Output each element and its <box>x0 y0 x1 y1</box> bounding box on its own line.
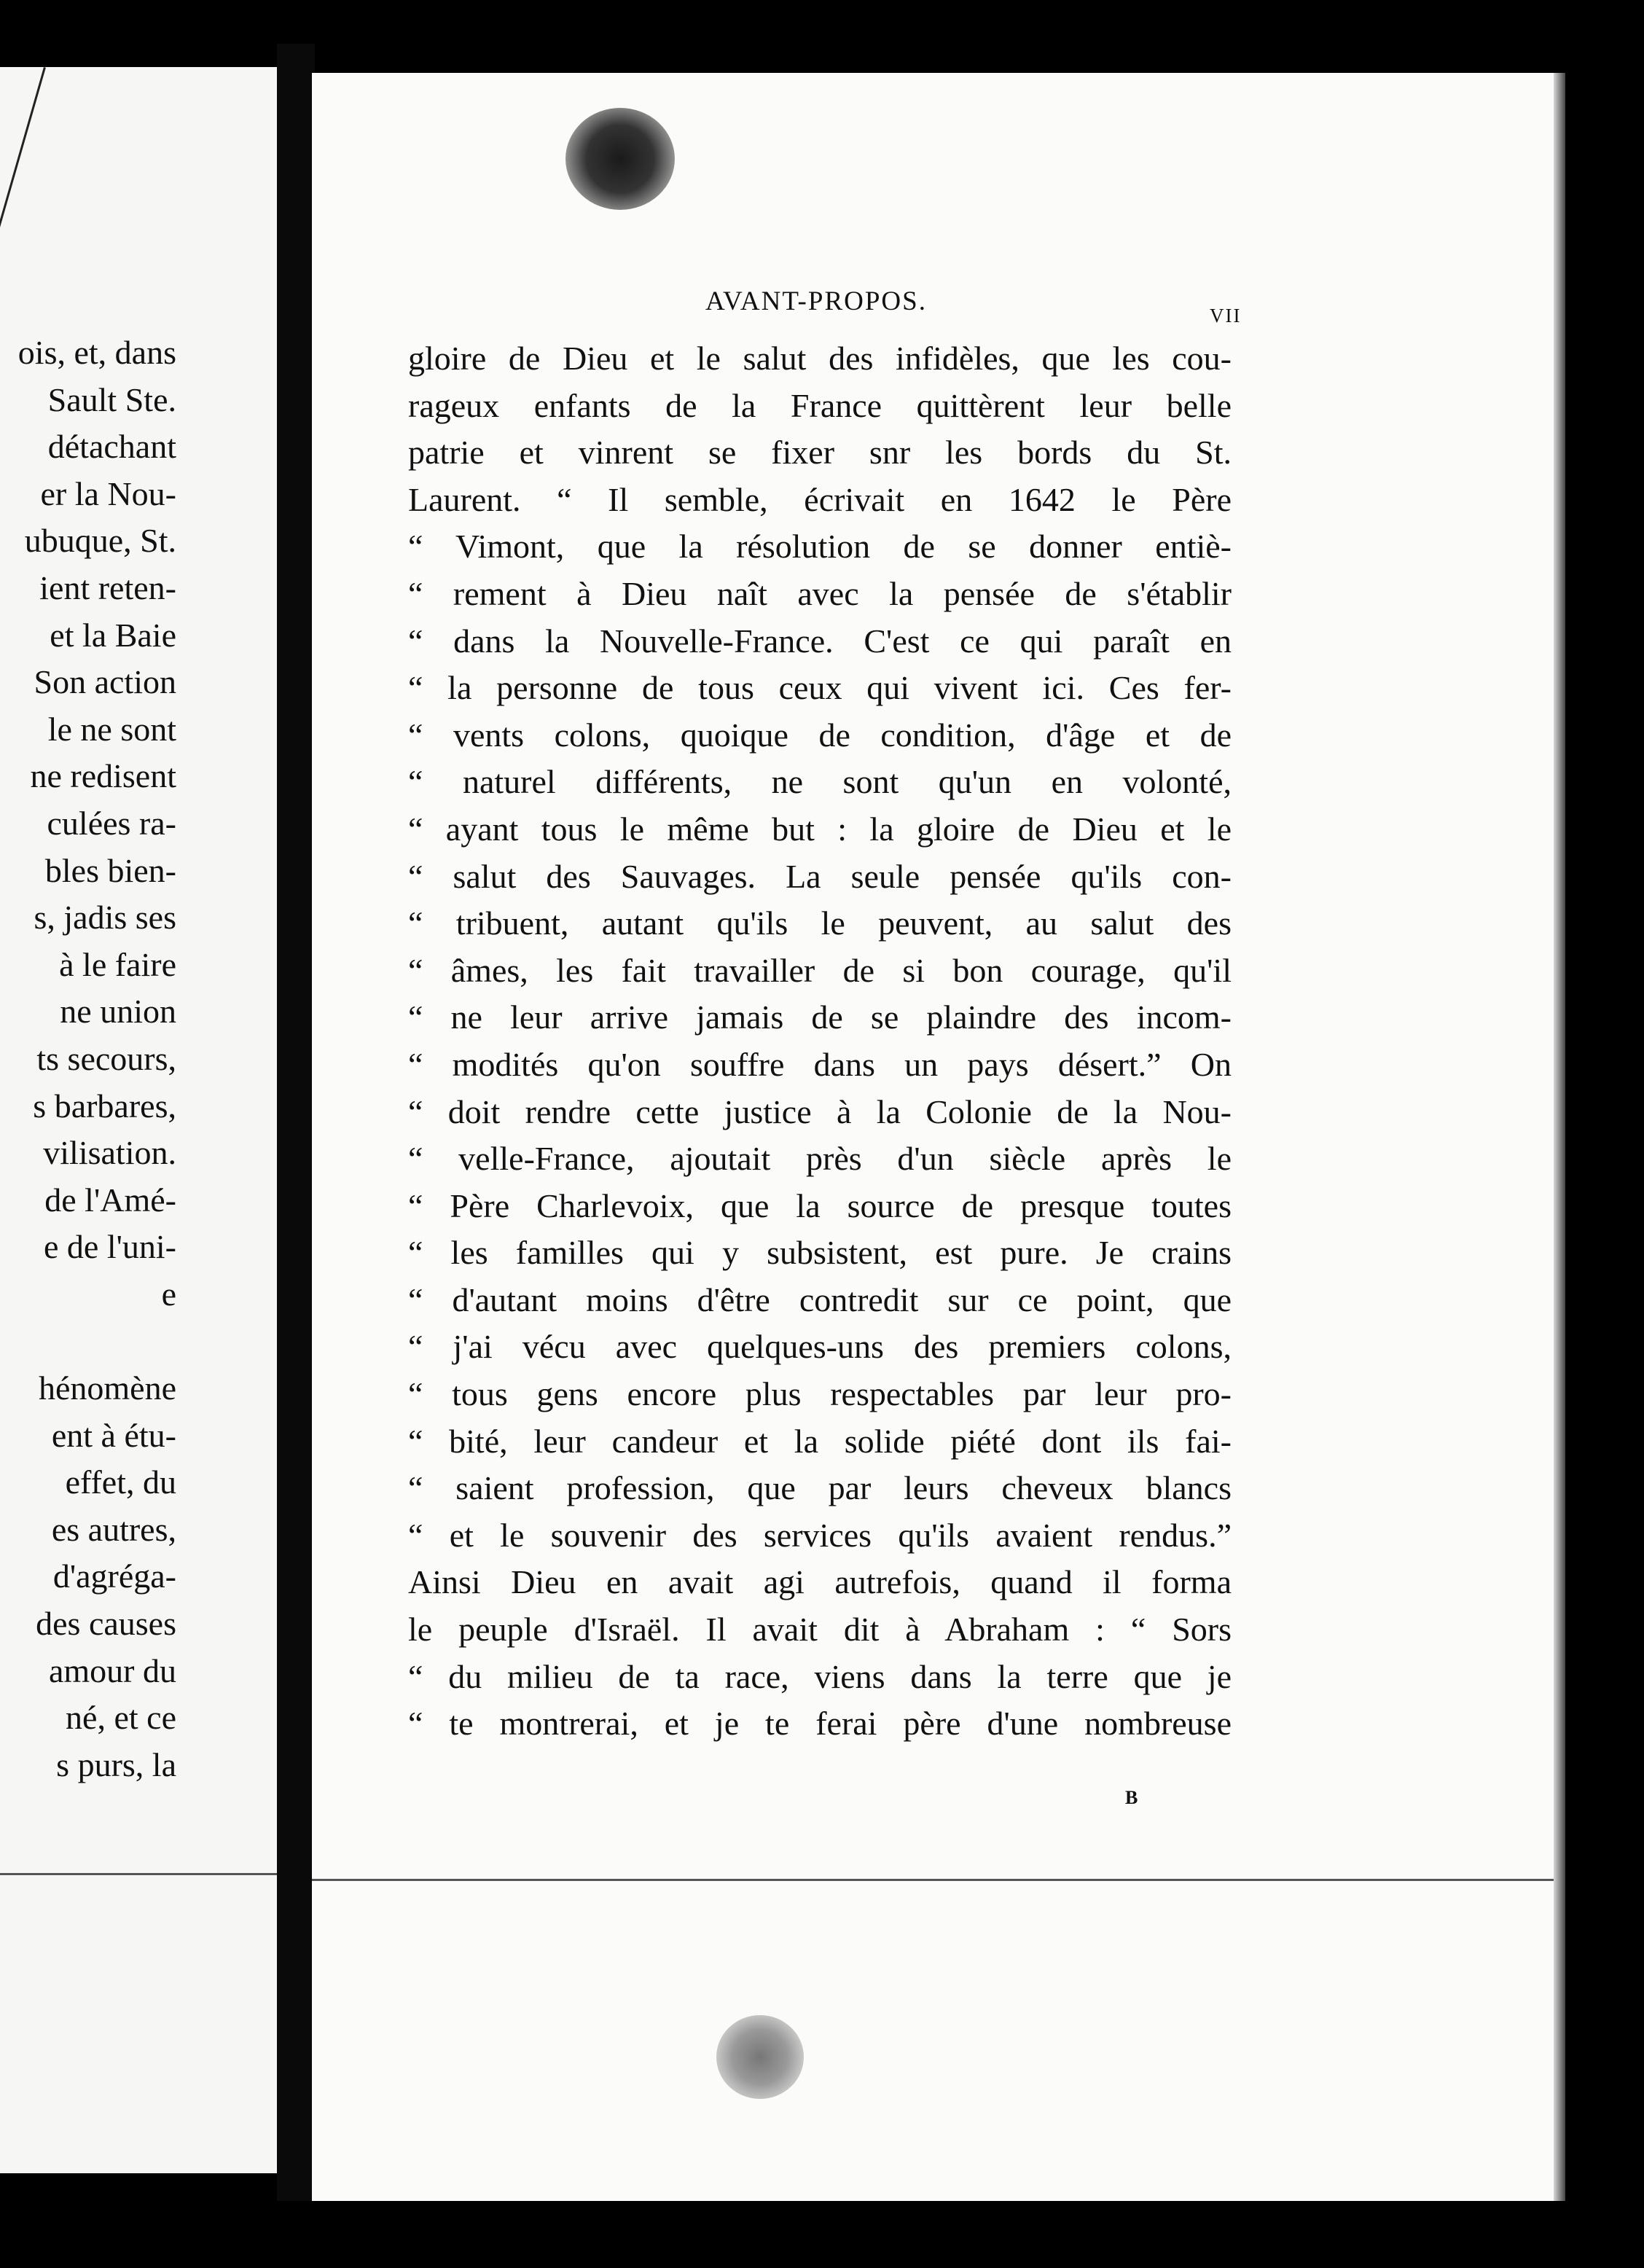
text-line: “ les familles qui y subsistent, est pure. Je crains <box>408 1234 1232 1272</box>
paper-stain <box>716 2015 804 2099</box>
text-line: “ et le souvenir des services qu'ils avaient rendus.” <box>408 1516 1232 1554</box>
ink-stain <box>565 108 675 210</box>
text-line: et la Baie <box>50 616 176 654</box>
text-line: des causes <box>36 1605 176 1643</box>
text-line: de l'Amé- <box>44 1181 176 1219</box>
body-text <box>408 335 1232 1748</box>
text-line: “ te montrerai, et je te ferai père d'une nombreuse <box>408 1705 1232 1743</box>
signature-mark: B <box>1125 1787 1138 1808</box>
text-line: “ rement à Dieu naît avec la pensée de s'établir <box>408 574 1232 612</box>
text-line: ent à étu- <box>51 1416 176 1454</box>
text-line: er la Nou- <box>40 474 176 512</box>
text-line: Laurent. “ Il semble, écrivait en 1642 le Père <box>408 480 1232 518</box>
text-line: ient reten- <box>39 568 176 606</box>
text-line: “ vents colons, quoique de condition, d'âge et de <box>408 716 1232 754</box>
text-line: le peuple d'Israël. Il avait dit à Abraham : “ Sors <box>408 1611 1232 1649</box>
page-number: VII <box>1210 305 1242 326</box>
text-line: “ naturel différents, ne sont qu'un en volonté, <box>408 763 1232 801</box>
text-line: amour du <box>48 1651 176 1689</box>
text-line: culées ra- <box>47 804 176 842</box>
text-line: “ tribuent, autant qu'ils le peuvent, au salut des <box>408 904 1232 942</box>
text-line: à le faire <box>59 945 176 983</box>
text-line: Sault Ste. <box>47 380 176 418</box>
text-line: “ salut des Sauvages. La seule pensée qu'ils con- <box>408 857 1232 895</box>
text-line: “ ayant tous le même but : la gloire de Dieu et le <box>408 810 1232 848</box>
text-line: e <box>161 1275 176 1313</box>
text-line: ts secours, <box>36 1039 176 1077</box>
text-line: “ Vimont, que la résolution de se donner entiè- <box>408 528 1232 566</box>
text-line: Ainsi Dieu en avait agi autrefois, quand il forma <box>408 1563 1232 1601</box>
scratch-mark <box>0 67 46 278</box>
current-page <box>312 73 1565 2201</box>
book-gutter <box>277 44 315 2201</box>
text-line: “ modités qu'on souffre dans un pays désert.” On <box>408 1045 1232 1083</box>
text-line: s, jadis ses <box>34 899 176 936</box>
page-edge-shadow <box>1554 73 1565 2201</box>
text-line: bles bien- <box>44 851 176 889</box>
text-line: patrie et vinrent se fixer snr les bords du St. <box>408 434 1232 472</box>
text-line: ne union <box>60 993 176 1031</box>
text-line: ubuque, St. <box>24 522 176 560</box>
text-line: “ velle-France, ajoutait près d'un siècle après le <box>408 1140 1232 1178</box>
running-head: AVANT-PROPOS. <box>705 286 927 316</box>
text-line: “ âmes, les fait travailler de si bon courage, qu'il <box>408 951 1232 989</box>
text-line: vilisation. <box>43 1134 176 1172</box>
text-line: ne redisent <box>30 757 176 795</box>
text-line: hénomène <box>38 1369 176 1407</box>
text-line: ois, et, dans <box>17 334 176 371</box>
text-line: “ la personne de tous ceux qui vivent ici. Ces fer- <box>408 669 1232 707</box>
text-line: “ saient profession, que par leurs cheveux blancs <box>408 1469 1232 1507</box>
text-line: effet, du <box>65 1463 176 1501</box>
text-line: d'agréga- <box>52 1557 176 1595</box>
text-line: s purs, la <box>56 1745 176 1783</box>
text-line: “ d'autant moins d'être contredit sur ce point, que <box>408 1280 1232 1318</box>
text-line: “ doit rendre cette justice à la Colonie de la Nou- <box>408 1092 1232 1130</box>
text-line: “ Père Charlevoix, que la source de presque toutes <box>408 1186 1232 1224</box>
text-line: rageux enfants de la France quittèrent leur belle <box>408 386 1232 424</box>
page-divider <box>312 1879 1554 1881</box>
text-line: gloire de Dieu et le salut des infidèles, que les cou- <box>408 340 1232 377</box>
previous-page <box>0 67 277 2173</box>
text-line: “ ne leur arrive jamais de se plaindre des incom- <box>408 998 1232 1036</box>
text-line: s barbares, <box>33 1087 176 1125</box>
text-line <box>0 1318 176 1365</box>
text-line: Son action <box>34 663 176 701</box>
text-line: “ du milieu de ta race, viens dans la terre que je <box>408 1657 1232 1695</box>
page-divider <box>0 1873 277 1875</box>
text-line: “ dans la Nouvelle-France. C'est ce qui paraît en <box>408 622 1232 660</box>
text-line: “ bité, leur candeur et la solide piété dont ils fai- <box>408 1422 1232 1460</box>
text-line: “ j'ai vécu avec quelques-uns des premiers colons, <box>408 1328 1232 1366</box>
text-line: “ tous gens encore plus respectables par leur pro- <box>408 1375 1232 1413</box>
text-line: le ne sont <box>47 710 176 748</box>
text-line: es autres, <box>51 1510 176 1548</box>
text-line: détachant <box>47 428 176 466</box>
text-line: e de l'uni- <box>43 1228 176 1266</box>
previous-page-text <box>0 329 176 1788</box>
text-line: né, et ce <box>66 1699 176 1737</box>
scan-border-bottom <box>0 2201 1644 2268</box>
